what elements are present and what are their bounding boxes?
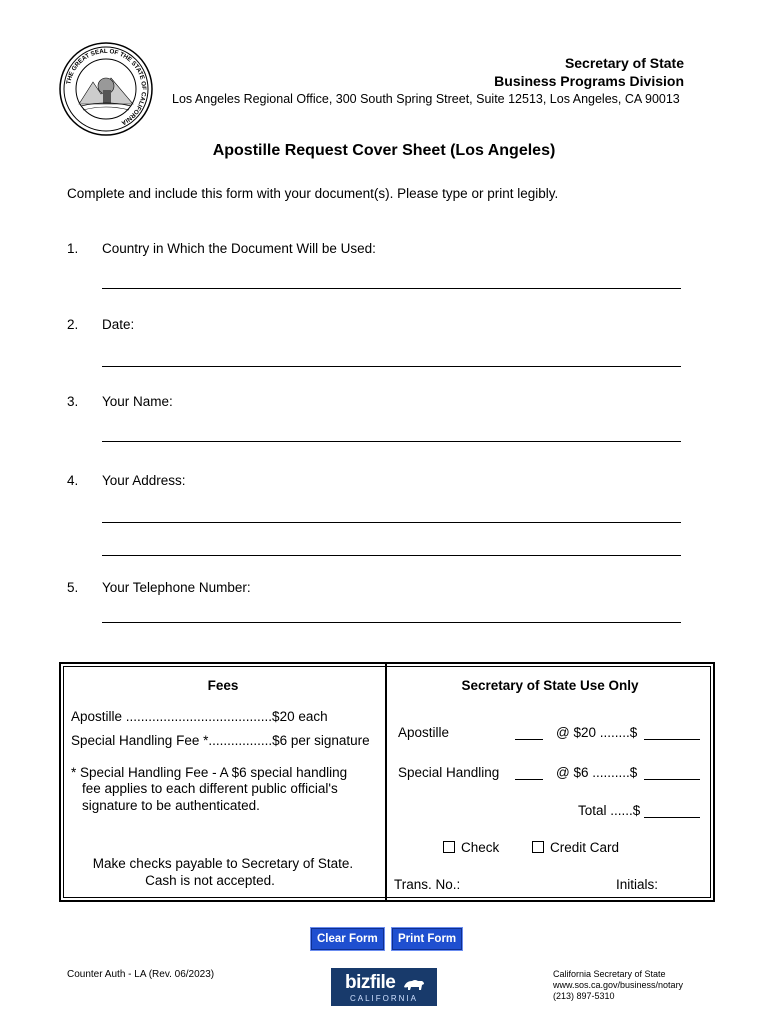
- question-number: 3.: [67, 394, 79, 409]
- division-name: Business Programs Division: [494, 73, 684, 89]
- question-number: 5.: [67, 580, 79, 595]
- credit-card-label: Credit Card: [550, 840, 620, 855]
- credit-card-checkbox[interactable]: [532, 841, 544, 853]
- apostille-qty-line[interactable]: [515, 739, 543, 740]
- apostille-amount-line[interactable]: [644, 739, 700, 740]
- apostille-fee: Apostille .......................................$20 each: [71, 709, 328, 724]
- agency-name: Secretary of State: [564, 55, 684, 71]
- contact-name: California Secretary of State: [553, 969, 666, 979]
- date-label: Date:: [102, 317, 135, 332]
- sos-use-heading: Secretary of State Use Only: [461, 678, 639, 693]
- fee-note-line: * Special Handling Fee - A $6 special handling: [71, 765, 348, 780]
- address-input-line-1[interactable]: [102, 522, 681, 523]
- telephone-label: Your Telephone Number:: [102, 580, 251, 595]
- date-input-line[interactable]: [102, 366, 681, 367]
- fees-heading: Fees: [207, 678, 239, 693]
- cash-note: Cash is not accepted.: [145, 873, 275, 888]
- check-label: Check: [461, 840, 500, 855]
- country-label: Country in Which the Document Will be Used:: [102, 241, 376, 256]
- question-number: 4.: [67, 473, 79, 488]
- initials-label: Initials:: [616, 877, 659, 892]
- name-label: Your Name:: [102, 394, 173, 409]
- form-revision: Counter Auth - LA (Rev. 06/2023): [67, 969, 215, 980]
- clear-form-button[interactable]: Clear Form: [310, 927, 385, 951]
- sos-handling-label: Special Handling: [398, 765, 500, 780]
- form-instructions: Complete and include this form with your document(s). Please type or print legibly.: [67, 186, 559, 201]
- country-input-line[interactable]: [102, 288, 681, 289]
- fee-note-line: signature to be authenticated.: [82, 798, 260, 813]
- address-input-line-2[interactable]: [102, 555, 681, 556]
- question-number: 1.: [67, 241, 79, 256]
- fee-note-line: fee applies to each different public official's: [82, 781, 338, 796]
- sos-apostille-label: Apostille: [398, 725, 450, 740]
- contact-phone: (213) 897-5310: [553, 991, 615, 1001]
- credit-card-option[interactable]: [532, 840, 619, 855]
- seal-text: THE GREAT SEAL OF THE STATE OF CALIFORNIA: [65, 47, 148, 127]
- footer-contact: [553, 969, 683, 1002]
- name-input-line[interactable]: [102, 441, 681, 442]
- print-form-button[interactable]: Print Form: [391, 927, 463, 951]
- contact-url[interactable]: www.sos.ca.gov/business/notary: [553, 980, 684, 990]
- payable-note: Make checks payable to Secretary of State.: [92, 856, 354, 871]
- logo-main-text: bizfile: [345, 972, 396, 993]
- bizfile-logo: [331, 968, 437, 1006]
- bear-icon: [403, 977, 425, 991]
- state-seal-icon: [59, 42, 153, 136]
- handling-rate: @ $6 ..........$: [556, 765, 638, 780]
- office-address: Los Angeles Regional Office, 300 South Spring Street, Suite 12513, Los Angeles, CA 90013: [172, 92, 680, 106]
- handling-qty-line[interactable]: [515, 779, 543, 780]
- total-amount-line[interactable]: [644, 817, 700, 818]
- question-number: 2.: [67, 317, 79, 332]
- address-label: Your Address:: [102, 473, 186, 488]
- handling-amount-line[interactable]: [644, 779, 700, 780]
- trans-no-label: Trans. No.:: [394, 877, 461, 892]
- apostille-rate: @ $20 ........$: [556, 725, 638, 740]
- logo-sub-text: CALIFORNIA: [349, 994, 418, 1003]
- check-checkbox[interactable]: [443, 841, 455, 853]
- form-title: Apostille Request Cover Sheet (Los Angeles): [212, 142, 556, 159]
- special-handling-fee: Special Handling Fee *.................$6 per signature: [71, 733, 370, 748]
- total-label: Total ......$: [578, 803, 641, 818]
- telephone-input-line[interactable]: [102, 622, 681, 623]
- check-option[interactable]: [443, 840, 499, 855]
